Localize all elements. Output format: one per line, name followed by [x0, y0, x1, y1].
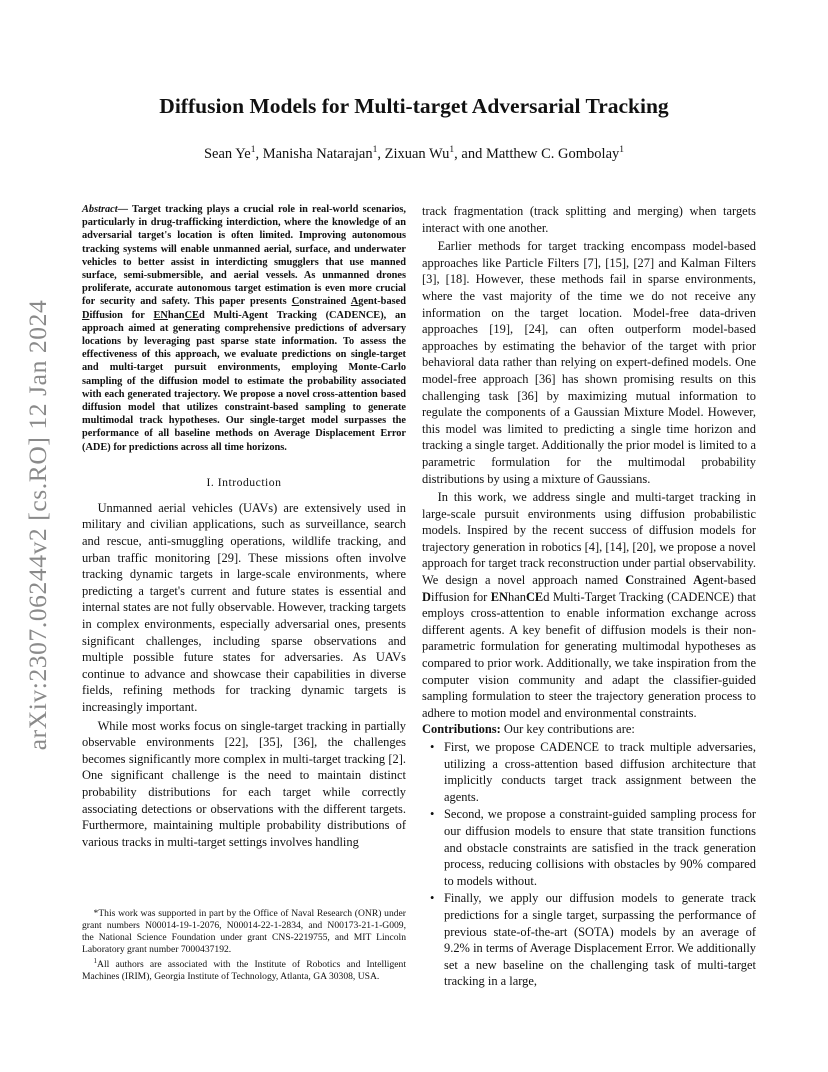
acronym-letter: CE	[184, 309, 199, 321]
acronym-rest: gent-based	[702, 573, 756, 588]
author-name: Sean Ye	[203, 145, 251, 162]
acronym-rest: han	[167, 309, 185, 321]
acronym-rest: onstrained	[634, 573, 694, 588]
right-paragraph-2-text-b: (CADENCE) that employs cross-attention to enable information exchange across different agents. A key benefit of diffusion models is their non-parametric formulation for generating multimodal hypotheses as compared to prior work. Additionally, we take inspiration from the computer vision community and adapt the classifier-guided sampling formulation to steer the trajectory generation process to adhere to motion model and environmental constraints.	[422, 589, 756, 720]
author-affiliation-mark: 1	[250, 145, 256, 155]
contribution-item	[430, 890, 756, 990]
acronym-rest: iffusion for	[89, 309, 154, 321]
author-name: Manisha Natarajan	[262, 145, 373, 162]
contributions-intro-text: Our key contributions are:	[500, 722, 635, 737]
bullet-icon: •	[430, 891, 435, 906]
right-paragraph-2	[422, 489, 756, 721]
contribution-text: First, we propose CADENCE to track multiple adversaries, utilizing a cross-attention based diffusion architecture that implicitly conducts target track assignment between the agents.	[444, 740, 756, 804]
contribution-item	[430, 739, 756, 805]
right-column	[422, 203, 756, 990]
acronym-letter: D	[82, 309, 90, 321]
acronym-rest: gent-based	[358, 296, 406, 308]
acronym-rest: onstrained	[299, 296, 351, 308]
footnotes	[82, 908, 406, 983]
acronym-letter: C	[291, 296, 300, 308]
author-separator: ,	[255, 145, 263, 162]
abstract	[82, 203, 406, 454]
footnote-affiliation-text: All authors are associated with the Institute of Robotics and Intelligent Machines (IRIM), Georgia Institute of Technology, Atlanta, GA 30308, USA.	[82, 958, 406, 982]
author-name: Zixuan Wu	[384, 145, 450, 162]
acronym-letter: EN	[490, 589, 508, 604]
contributions-intro	[422, 721, 756, 738]
author-name: Matthew C. Gombolay	[485, 145, 620, 162]
contribution-text: Second, we propose a constraint-guided sampling process for our diffusion models to ensure that state transition functions and obstacle constraints are satisfied in the track generation process, reducing collisions with obstacles by 90% compared to models without.	[444, 807, 756, 888]
author-affiliation-mark: 1	[619, 145, 625, 155]
acronym-letter: A	[693, 573, 703, 588]
contributions-list	[422, 739, 756, 990]
abstract-label: Abstract	[82, 204, 118, 215]
contribution-item	[430, 806, 756, 889]
acronym-rest: d Multi-Target Tracking	[543, 589, 664, 604]
arxiv-identifier: arXiv:2307.06244v2 [cs.RO] 12 Jan 2024	[23, 299, 52, 751]
acronym-letter: C	[625, 573, 635, 588]
right-paragraph-1: Earlier methods for target tracking encompass model-based approaches like Particle Filters [7], [15], [27] and Kalman Filters [3], [18]. However, these methods fail in sparse environments, where the vast majority of the time we do not receive any information on the target location. Model-free data-driven approaches [19], [24], can often outperform model-based approaches by estimating the behavior of the target with prior behavioral data rather than relying on expert-defined models. One model-free approach [36] has shown promising results on this challenging task [36] by maximizing mutual information to regulate the components of a Gaussian Mixture Model. However, this model was limited to predicting a single time horizon and tracking a single target. Additionally the prior model is limited to a parametric formulation for the multimodal probability distributions by using a mixture of Gaussians.	[422, 239, 756, 486]
acronym-rest: d Multi-Agent Tracking	[198, 309, 317, 321]
footnote-mark: 1	[93, 956, 98, 965]
left-column	[82, 203, 406, 850]
acronym-letter: A	[350, 296, 359, 308]
acronym-letter: D	[422, 589, 431, 604]
author-affiliation-mark: 1	[449, 145, 455, 155]
intro-paragraph-2: While most works focus on single-target tracking in partially observable environments [22], [35], [36], the challenges becomes significantly more complex in multi-target tracking [2]. One significant challenge is the need to maintain distinct probability distributions for each target while correctly associating detections or observations with the different targets. Furthermore, maintaining multiple probability distributions of various tracks in multi-target settings involves handling	[82, 718, 406, 849]
footnote-affiliation	[82, 956, 406, 983]
acronym-rest: iffusion for	[430, 589, 491, 604]
abstract-text-part1: — Target tracking plays a crucial role in real-world scenarios, particularly in drug-trafficking interdiction, where the knowledge of an adversarial target's location is often limited. Improving autonomous tracking systems will enable unmanned aerial, surface, and underwater vehicles to better assist in interdicting smugglers that use manned surface, semi-submersible, and aerial vessels. As unmanned drones proliferate, accurate autonomous target estimation is even more crucial for security and safety. This paper presents	[82, 204, 406, 308]
author-separator: ,	[377, 145, 385, 162]
right-paragraph-0: track fragmentation (track splitting and merging) when targets interact with one another.	[422, 204, 756, 235]
author-list	[80, 145, 748, 163]
right-paragraph-2-text-a: In this work, we address single and multi-target tracking in large-scale pursuit environments using diffusion probabilistic models. Inspired by the recent success of diffusion models for trajectory generation in robotics [4], [14], [20], we propose a novel approach for target track reconstruction under partial observability. We design a novel approach named	[422, 490, 756, 588]
author-separator: , and	[454, 145, 486, 162]
acronym-letter: EN	[153, 309, 168, 321]
acronym-rest: han	[507, 589, 526, 604]
acronym-letter: CE	[525, 589, 544, 604]
intro-paragraph-1: Unmanned aerial vehicles (UAVs) are extensively used in military and civilian applications, such as surveillance, search and rescue, anti-smuggling operations, wildlife tracking, and urban traffic monitoring [29]. These missions often involve tracking dynamic targets in large-scale environments, where predicting a target's current and future states is essential and internal states are not fully observable. However, tracking targets in complex environments, especially adversarial ones, presents significant challenges, including sparse observations and multiple possible future states for adversaries. As UAVs continue to advance and showcase their capabilities in diverse fields, refining methods for tracking dynamic targets is increasingly important.	[82, 500, 406, 714]
abstract-text-part2: (CADENCE), an approach aimed at generating comprehensive predictions of adversary locations by leveraging past sparse state information. To assess the effectiveness of this approach, we evaluate predictions on single-target and multi-target pursuit environments, employing Monte-Carlo sampling of the diffusion model to estimate the probability associated with each generated trajectory. We propose a novel cross-attention based diffusion model that utilizes constraint-based sampling to generate multimodal track hypotheses. Our single-target model surpasses the performance of all baseline methods on Average Displacement Error (ADE) for predictions across all time horizons.	[82, 309, 406, 453]
author-affiliation-mark: 1	[372, 145, 378, 155]
paper-title: Diffusion Models for Multi-target Adversarial Tracking	[159, 94, 669, 118]
section-heading-introduction: I. Introduction	[206, 475, 282, 489]
arxiv-sidebar-stamp	[18, 290, 58, 760]
bullet-icon: •	[430, 740, 435, 754]
bullet-icon: •	[430, 807, 435, 822]
contributions-label: Contributions:	[422, 722, 501, 737]
footnote-funding: *This work was supported in part by the Office of Naval Research (ONR) under grant numbers N00014-19-1-2076, N00014-22-1-2834, and N00173-21-1-G009, the National Science Foundation under grant CNS-2219755, and MIT Lincoln Laboratory grant number 7000437192.	[82, 908, 406, 955]
contribution-text: Finally, we apply our diffusion models to generate track predictions for a single target, surpassing the performance of previous state-of-the-art (SOTA) models by an average of 9.2% in terms of Average Displacement Error. We additionally set a new baseline on the challenging task of multi-target tracking in a large,	[444, 891, 756, 989]
